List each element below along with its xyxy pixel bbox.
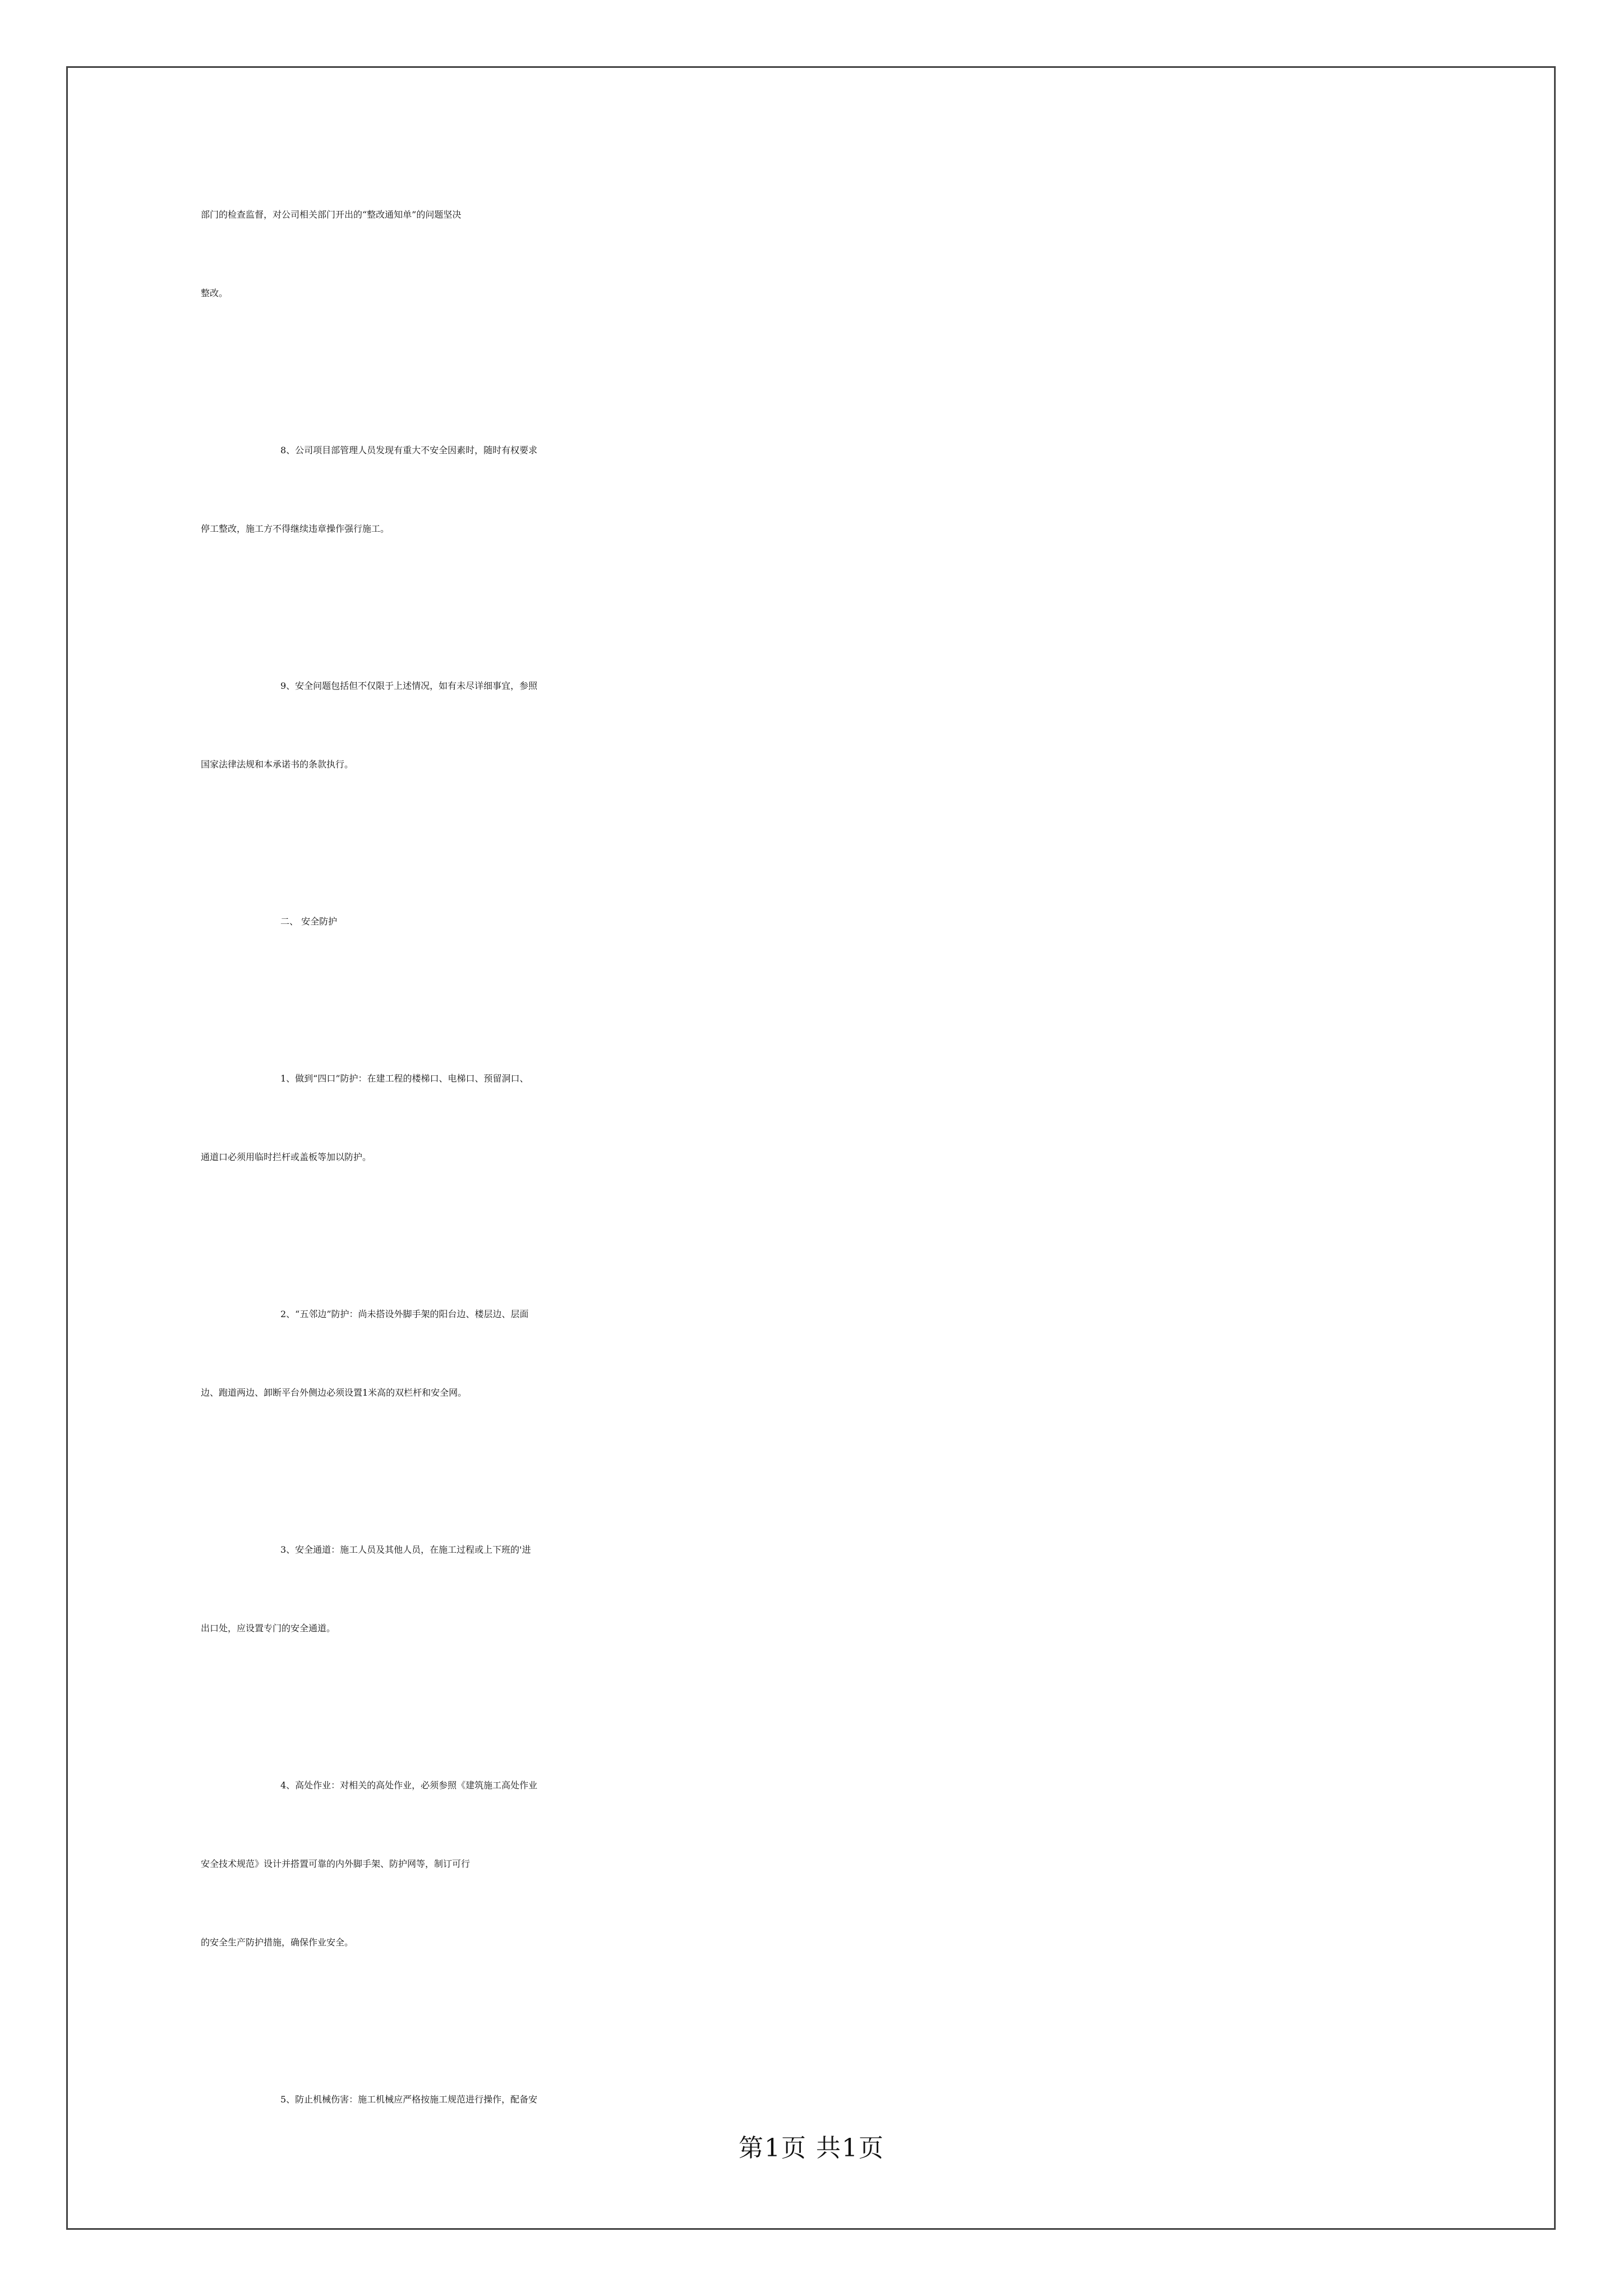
section-heading: 二、 安全防护 (280, 916, 338, 927)
text-line: 1、做到“四口”防护：在建工程的楼梯口、电梯口、预留洞口、 (280, 1073, 529, 1084)
text-line: 8、公司项目部管理人员发现有重大不安全因素时，随时有权要求 (280, 445, 538, 455)
text-line: 安全技术规范》设计并搭置可靠的内外脚手架、防护网等，制订可行 (201, 1858, 471, 1869)
document-body (201, 208, 1435, 2171)
text-line: 4、高处作业：对相关的高处作业，必须参照《建筑施工高处作业 (280, 1780, 538, 1791)
text-line: 国家法律法规和本承诺书的条款执行。 (201, 759, 354, 770)
text-line: 9、安全问题包括但不仅限于上述情况，如有未尽详细事宜，参照 (280, 680, 538, 691)
page-footer: 第1页 共1页 (739, 2134, 884, 2162)
text-line: 2、“五邻边”防护：尚未搭设外脚手架的阳台边、楼层边、层面 (280, 1309, 529, 1319)
text-line: 出口处，应设置专门的安全通道。 (201, 1623, 336, 1634)
text-line: 的安全生产防护措施，确保作业安全。 (201, 1937, 354, 1948)
text-line: 停工整改，施工方不得继续违章操作强行施工。 (201, 523, 390, 534)
text-line: 整改。 (201, 288, 228, 298)
text-line: 部门的检查监督，对公司相关部门开出的“整改通知单”的问题坚决 (201, 209, 462, 220)
text-line: 3、安全通道：施工人员及其他人员，在施工过程或上下班的'进 (280, 1544, 531, 1555)
text-line: 5、防止机械伤害：施工机械应严格按施工规范进行操作，配备安 (280, 2094, 538, 2105)
text-line: 边、跑道两边、卸断平台外侧边必须设置1米高的双栏杆和安全网。 (201, 1387, 467, 1398)
text-line: 通道口必须用临时拦杆或盖板等加以防护。 (201, 1152, 372, 1162)
